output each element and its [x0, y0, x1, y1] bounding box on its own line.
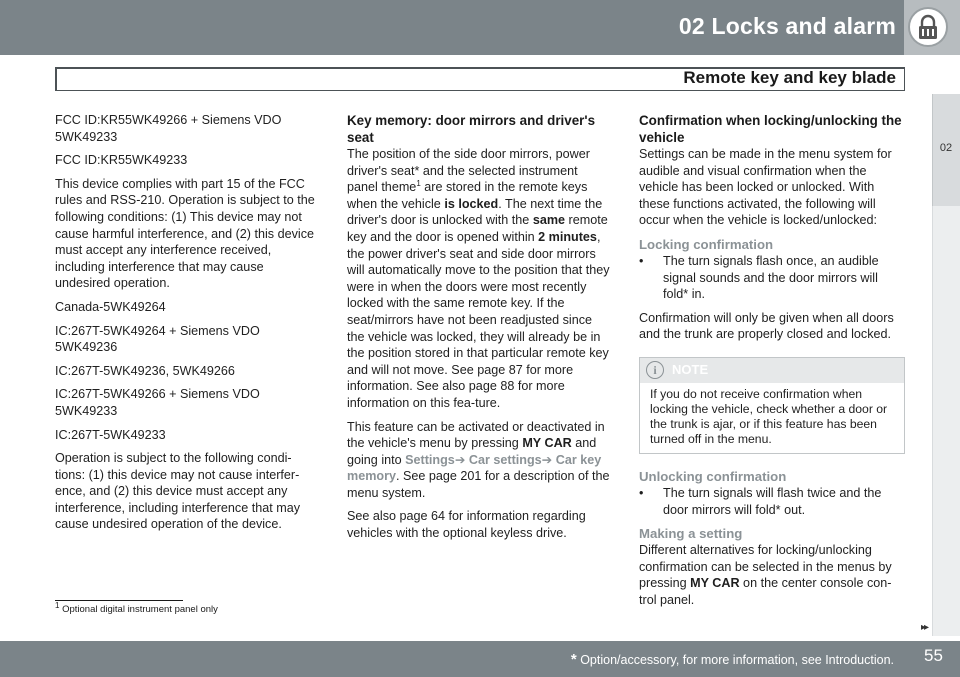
- note-label: NOTE: [672, 362, 709, 378]
- paragraph: IC:267T-5WK49266 + Siemens VDO 5WK49233: [55, 387, 260, 418]
- arrow-right-icon: ➔: [454, 452, 466, 467]
- paragraph: IC:267T-5WK49236, 5WK49266: [55, 363, 235, 378]
- making-setting-heading: Making a setting: [639, 526, 743, 542]
- chapter-title: 02 Locks and alarm: [678, 13, 896, 39]
- key-memory-heading: Key memory: door mirrors and driver's seat: [347, 113, 596, 145]
- paragraph: Canada-5WK49264: [55, 299, 166, 314]
- column-3: [639, 112, 905, 616]
- footnote-ref[interactable]: 1: [416, 179, 421, 188]
- list-item: • The turn signals will flash twice and the door mirrors will fold* out.: [639, 485, 882, 517]
- note-header: [640, 358, 904, 383]
- keyless-paragraph: See also page 64 for information regarding vehicles with the optional keyless drive.: [347, 509, 586, 541]
- confirmation-heading: Confirmation when locking/unlocking the vehicle: [639, 113, 902, 145]
- section-title: Remote key and key blade: [683, 68, 896, 87]
- key-memory-paragraph: The position of the side door mirrors, power driver's seat* and the selected instrument panel theme$^1$ are stored in the remote keys when the vehicle is locked. The next time the driver's door is unlocked with the same remote key and the door is opened within 2 minutes, the power driver's seat and side door mirrors will automatically move to the position that they were in when the doors were most recently locked with the same remote key. If the seat/mirrors have not been readjusted since the vehicle was locked, they will already be in the position stored in that particular remote key and will not move. See page 87 for more information. See also page 88 for more information on this fea-ture.: [347, 147, 610, 410]
- column-2: [347, 112, 611, 549]
- locking-note-paragraph: Confirmation will only be given when all doors and the trunk are properly closed and locked.: [639, 310, 894, 342]
- unlocking-confirmation-heading: Unlocking confirmation: [639, 468, 787, 484]
- menu-path-car-settings: Car settings: [468, 452, 542, 467]
- confirmation-intro: Settings can be made in the menu system for audible and visual confirmation when the vehicle has been locked or unlocked. With these functions activated, the following will occur when the vehicle is locked/unlocked:: [639, 147, 892, 228]
- side-tab-track: [932, 206, 960, 636]
- paragraph: IC:267T-5WK49264 + Siemens VDO 5WK49236: [55, 323, 260, 355]
- lock-icon: [908, 7, 948, 47]
- column-1: [55, 112, 317, 540]
- paragraph: This device complies with part 15 of the FCC rules and RSS-210. Operation is subject to the following conditions: (1) This device may not cause harmful interference, and (2) this device must accept any interference received, including interference that may cause undesired operation.: [55, 176, 315, 291]
- paragraph: Operation is subject to the following condi-tions: (1) this device may not cause interfer-ence, and (2) this device must accept any interference, including interference that may cause undesired operation of the device.: [55, 451, 301, 532]
- paragraph: FCC ID:KR55WK49266 + Siemens VDO 5WK49233: [55, 113, 282, 144]
- footer-note: * Option/accessory, for more information, see Introduction.: [570, 651, 894, 668]
- menu-path-settings: Settings: [405, 452, 455, 467]
- footnote-divider: [55, 600, 183, 601]
- paragraph: IC:267T-5WK49233: [55, 427, 166, 442]
- bullet-icon: •: [639, 253, 644, 268]
- info-icon: i: [646, 361, 664, 379]
- note-box: [639, 357, 905, 454]
- page-number: 55: [924, 646, 943, 665]
- continue-arrows-icon[interactable]: ▸▸: [921, 622, 928, 633]
- activation-paragraph: This feature can be activated or deactivated in the vehicle's menu by pressing MY CAR and going into Settings➔ Car settings➔ Car key memory. See page 201 for a description of the menu system.: [347, 419, 610, 500]
- setting-paragraph: Different alternatives for locking/unlocking confirmation can be selected in the menus by pressing MY CAR on the center console con-trol panel.: [639, 543, 892, 607]
- locking-confirmation-heading: Locking confirmation: [639, 236, 774, 252]
- note-text: If you do not receive confirmation when locking the vehicle, check whether a door or the trunk is ajar, or if this feature has been turned off in the menu.: [650, 386, 888, 446]
- chapter-side-tab-label: 02: [939, 142, 953, 154]
- footnote: $^1$ Optional digital instrument panel only: [55, 600, 218, 615]
- bullet-icon: •: [639, 485, 644, 500]
- list-item: • The turn signals flash once, an audible signal sounds and the door mirrors will fold* in.: [639, 253, 879, 302]
- menu-path-car-key-memory: Car key memory: [347, 452, 602, 484]
- paragraph: FCC ID:KR55WK49233: [55, 153, 188, 168]
- arrow-right-icon: ➔: [541, 452, 553, 467]
